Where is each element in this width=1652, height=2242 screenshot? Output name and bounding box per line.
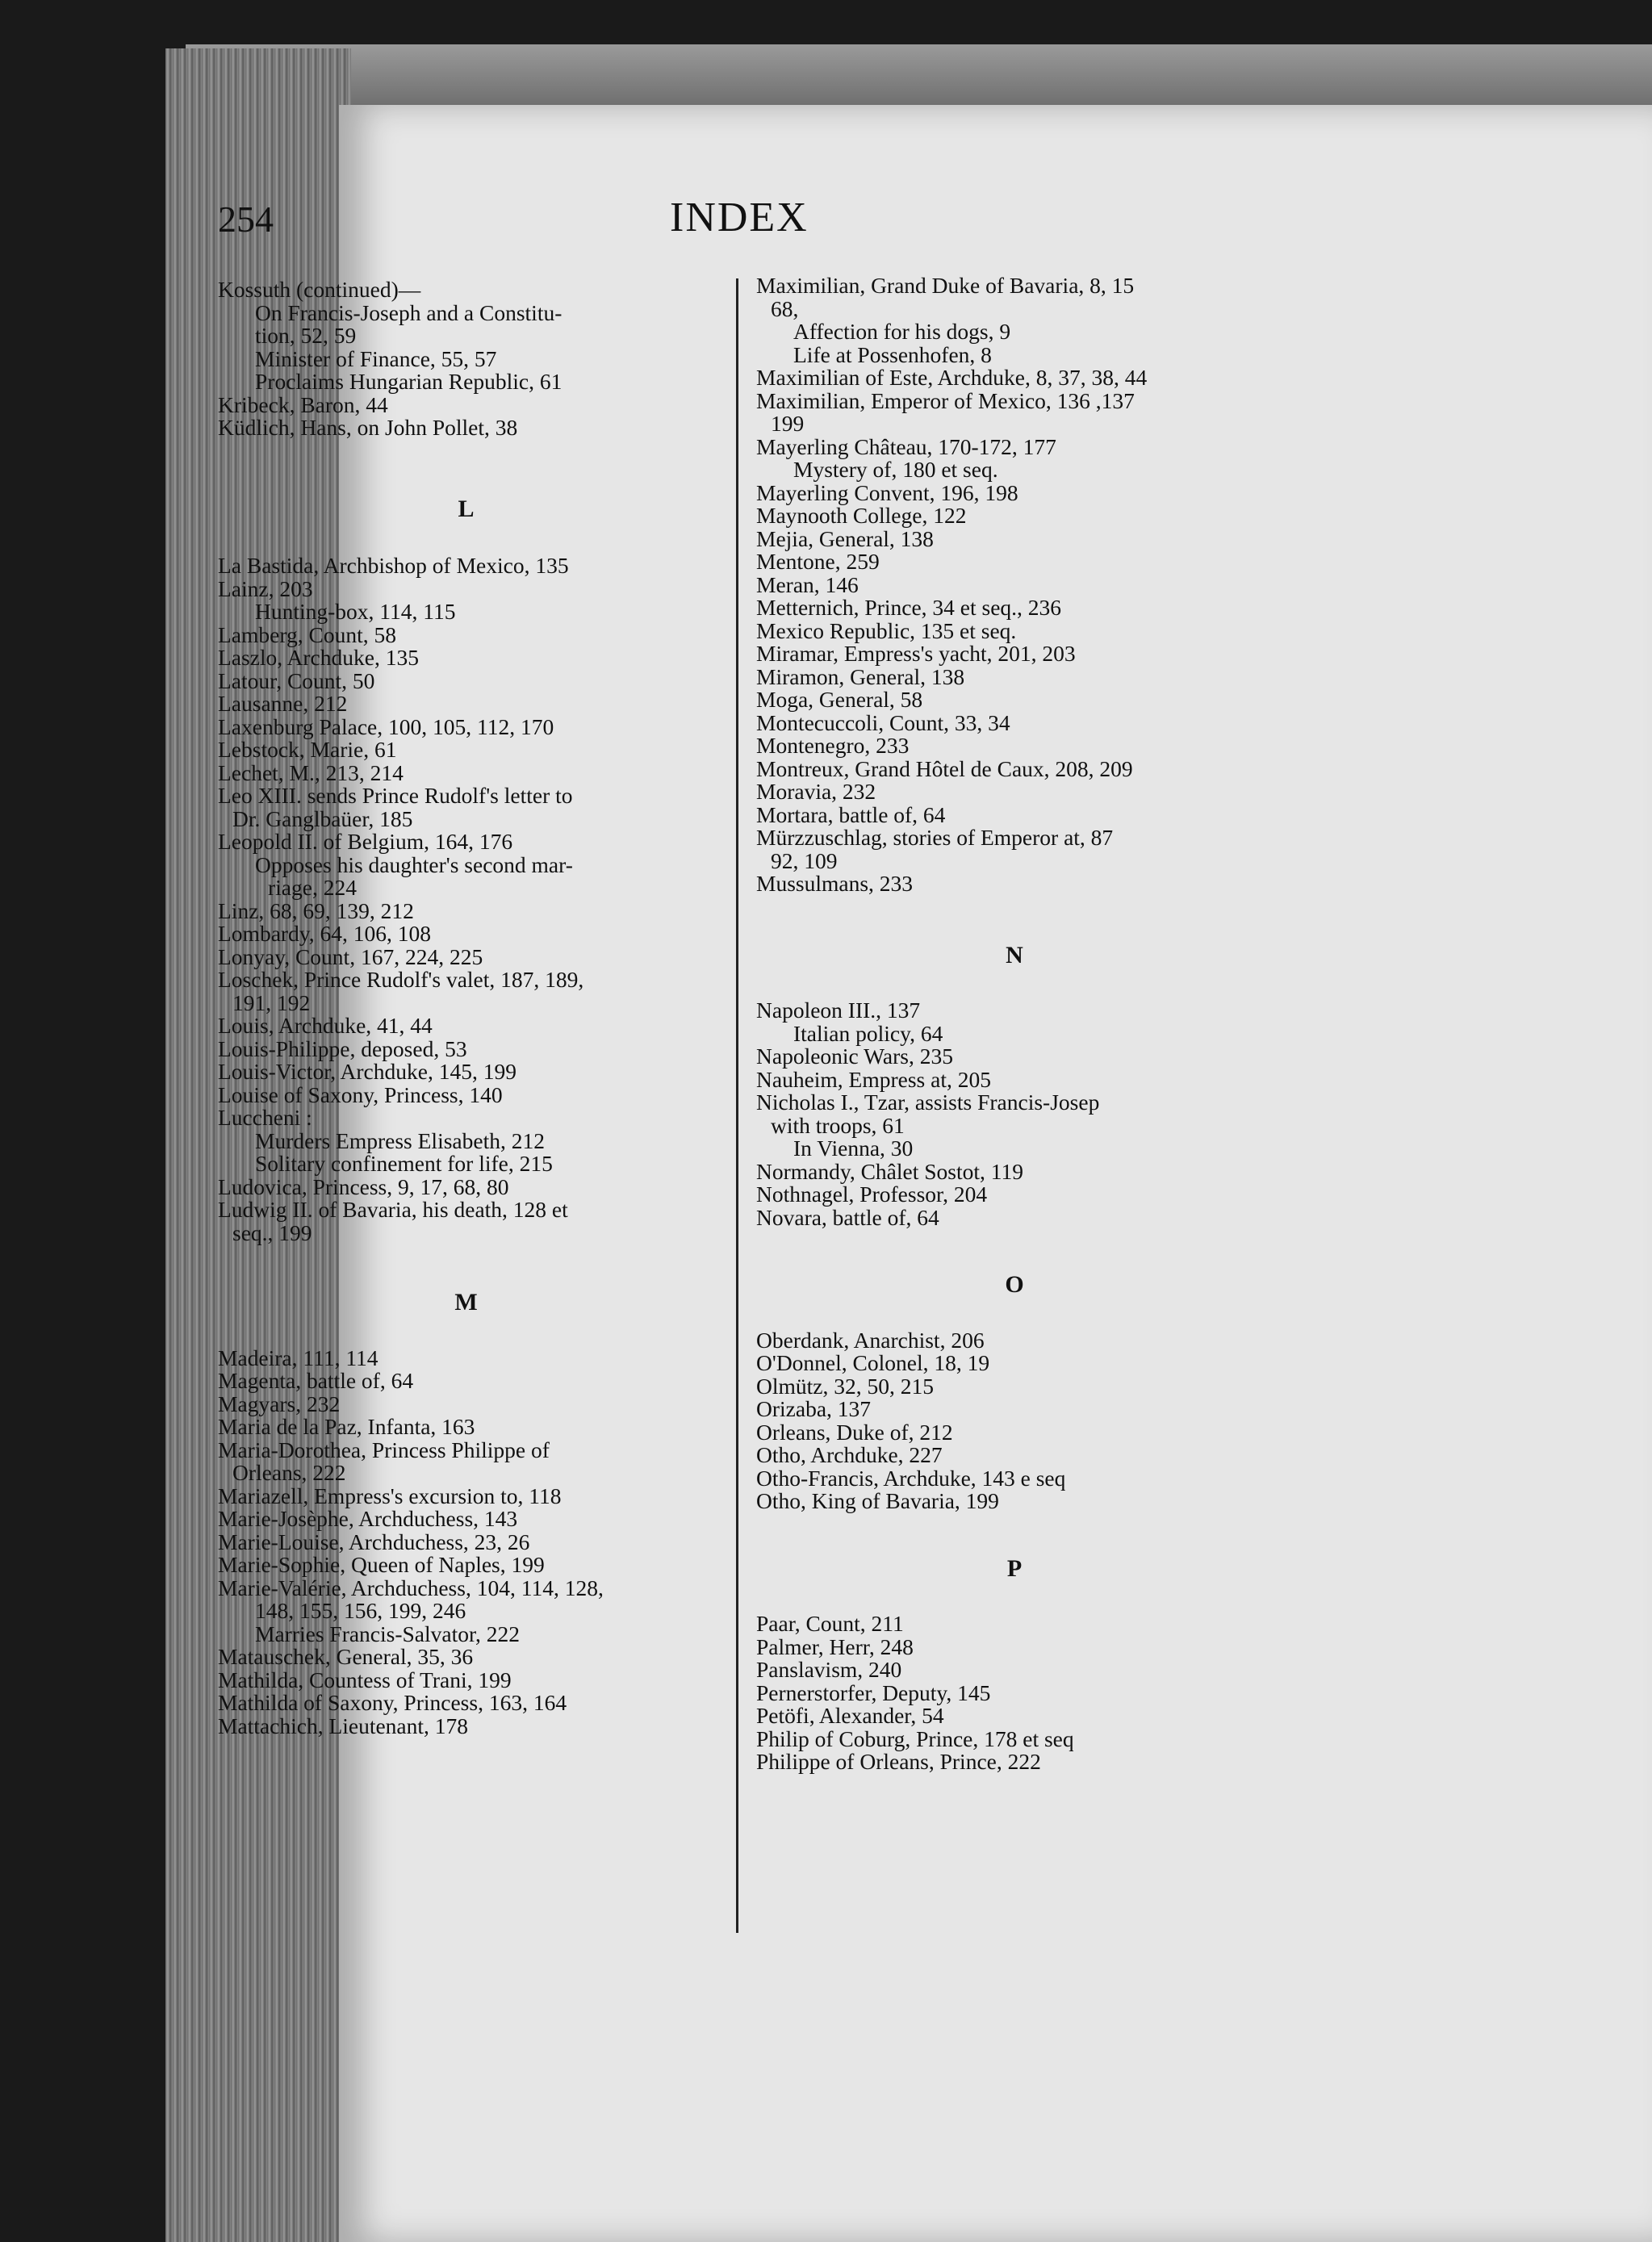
index-subentry: Murders Empress Elisabeth, 212 — [255, 1127, 545, 1153]
index-entry: Mathilda, Countess of Trani, 199 — [218, 1667, 512, 1692]
index-entry: Maximilian, Grand Duke of Bavaria, 8, 15 — [756, 273, 1135, 298]
index-entry: Mürzzuschlag, stories of Emperor at, 87 — [756, 825, 1114, 850]
index-entry-wrap: 68, — [771, 295, 799, 321]
index-entry: Laszlo, Archduke, 135 — [218, 645, 419, 670]
index-entry: Lamberg, Count, 58 — [218, 621, 396, 647]
index-entry: Matauschek, General, 35, 36 — [218, 1644, 474, 1669]
index-entry: Moga, General, 58 — [756, 687, 923, 712]
section-letter-p: P — [1006, 1554, 1023, 1582]
index-subentry: In Vienna, 30 — [793, 1136, 914, 1161]
index-entry: Philip of Coburg, Prince, 178 et seq — [756, 1725, 1074, 1751]
index-entry: Lonyay, Count, 167, 224, 225 — [218, 943, 483, 969]
index-entry: Nothnagel, Professor, 204 — [756, 1182, 988, 1207]
section-letter-o: O — [1005, 1271, 1024, 1298]
index-entry: Lausanne, 212 — [218, 691, 348, 716]
index-subentry-wrap: riage, 224 — [268, 875, 357, 900]
index-entry: Mariazell, Empress's excursion to, 118 — [218, 1483, 562, 1508]
page-number: 254 — [218, 199, 274, 240]
index-entry: Nauheim, Empress at, 205 — [756, 1066, 991, 1092]
index-entry: Magyars, 232 — [218, 1391, 341, 1416]
index-entry: Metternich, Prince, 34 et seq., 236 — [756, 595, 1062, 620]
index-entry: Louis-Philippe, deposed, 53 — [218, 1035, 467, 1061]
index-entry: Ludwig II. of Bavaria, his death, 128 et — [218, 1197, 568, 1222]
index-entry: Napoleonic Wars, 235 — [756, 1044, 953, 1069]
index-entry: Maynooth College, 122 — [756, 503, 967, 528]
index-entry: Miramar, Empress's yacht, 201, 203 — [756, 641, 1076, 666]
section-letter-m: M — [454, 1289, 478, 1316]
index-entry: Louis, Archduke, 41, 44 — [218, 1013, 433, 1038]
index-entry: Otho, King of Bavaria, 199 — [756, 1488, 999, 1513]
index-entry: Mentone, 259 — [756, 549, 880, 574]
index-entry: Lombardy, 64, 106, 108 — [218, 921, 432, 946]
column-divider — [736, 278, 738, 1933]
index-entry: La Bastida, Archbishop of Mexico, 135 — [218, 553, 569, 578]
index-entry: Ludovica, Princess, 9, 17, 68, 80 — [218, 1173, 509, 1199]
index-subentry: Mystery of, 180 et seq. — [793, 457, 998, 482]
index-entry: Magenta, battle of, 64 — [218, 1368, 414, 1393]
index-entry: Marie-Josèphe, Archduchess, 143 — [218, 1506, 518, 1531]
index-entry: Louise of Saxony, Princess, 140 — [218, 1081, 503, 1107]
index-subentry: Life at Possenhofen, 8 — [793, 341, 992, 367]
index-subentry: Hunting-box, 114, 115 — [255, 599, 456, 624]
index-subentry: Solitary confinement for life, 215 — [255, 1151, 553, 1176]
index-entry: Olmütz, 32, 50, 215 — [756, 1373, 934, 1399]
index-entry: Mattachich, Lieutenant, 178 — [218, 1713, 469, 1738]
index-subentry: Italian policy, 64 — [793, 1020, 943, 1046]
index-entry: Marie-Valérie, Archduchess, 104, 114, 128, — [218, 1575, 604, 1600]
index-entry: Mayerling Convent, 196, 198 — [756, 479, 1018, 505]
page-heading: INDEX — [670, 195, 809, 241]
index-entry: Palmer, Herr, 248 — [756, 1633, 914, 1659]
index-entry: Napoleon III., 137 — [756, 998, 921, 1023]
index-entry: Marie-Sophie, Queen of Naples, 199 — [218, 1552, 545, 1577]
index-entry: Petöfi, Alexander, 54 — [756, 1703, 944, 1728]
index-entry: Mortara, battle of, 64 — [756, 801, 946, 827]
index-entry: Lebstock, Marie, 61 — [218, 737, 397, 762]
index-entry: Paar, Count, 211 — [756, 1611, 904, 1636]
index-entry: Otho-Francis, Archduke, 143 e seq — [756, 1465, 1066, 1491]
index-entry: Montecuccoli, Count, 33, 34 — [756, 709, 1010, 735]
index-subentry: Opposes his daughter's second mar- — [255, 851, 573, 877]
section-letter-n: N — [1006, 941, 1023, 968]
index-entry: Linz, 68, 69, 139, 212 — [218, 897, 414, 923]
index-entry: Marie-Louise, Archduchess, 23, 26 — [218, 1529, 530, 1554]
section-letter-l: L — [458, 495, 475, 522]
index-entry-wrap: 199 — [771, 411, 805, 436]
index-entry-wrap: with troops, 61 — [771, 1112, 905, 1138]
index-entry: Mayerling Château, 170-172, 177 — [756, 433, 1056, 459]
index-entry: Mussulmans, 233 — [756, 871, 914, 896]
index-entry: Kribeck, Baron, 44 — [218, 391, 388, 417]
index-entry-wrap: 92, 109 — [771, 847, 838, 873]
index-column-left — [218, 278, 714, 1738]
index-entry: Orizaba, 137 — [756, 1396, 872, 1421]
index-entry: Mathilda of Saxony, Princess, 163, 164 — [218, 1690, 567, 1715]
index-entry: Moravia, 232 — [756, 779, 876, 804]
index-entry: Louis-Victor, Archduke, 145, 199 — [218, 1059, 517, 1084]
index-subentry: Marries Francis-Salvator, 222 — [255, 1621, 521, 1646]
index-entry-wrap: 191, 192 — [232, 989, 311, 1015]
index-entry: Kossuth (continued)— — [218, 277, 421, 302]
index-column-right — [756, 274, 1273, 1774]
index-entry: Latour, Count, 50 — [218, 667, 375, 693]
index-entry: Panslavism, 240 — [756, 1657, 902, 1682]
index-entry-wrap: seq., 199 — [232, 1219, 312, 1245]
index-entry: O'Donnel, Colonel, 18, 19 — [756, 1350, 990, 1375]
index-entry: Lechet, M., 213, 214 — [218, 759, 404, 785]
index-entry: Nicholas I., Tzar, assists Francis-Josep — [756, 1090, 1100, 1115]
index-entry: Oberdank, Anarchist, 206 — [756, 1327, 985, 1353]
index-entry: Miramon, General, 138 — [756, 663, 965, 689]
index-entry: Madeira, 111, 114 — [218, 1345, 378, 1370]
index-entry: Küdlich, Hans, on John Pollet, 38 — [218, 415, 518, 440]
index-entry-wrap: Dr. Ganglbaüer, 185 — [232, 805, 413, 831]
index-subentry: Affection for his dogs, 9 — [793, 319, 1011, 344]
index-entry-wrap: 148, 155, 156, 199, 246 — [255, 1598, 466, 1623]
index-entry: Philippe of Orleans, Prince, 222 — [756, 1749, 1041, 1774]
index-subentry-wrap: tion, 52, 59 — [255, 323, 357, 348]
index-entry-wrap: Orleans, 222 — [232, 1460, 346, 1485]
index-entry: Pernerstorfer, Deputy, 145 — [756, 1679, 991, 1705]
index-entry: Meran, 146 — [756, 571, 859, 597]
book-top-edge — [186, 44, 1652, 109]
index-entry: Novara, battle of, 64 — [756, 1204, 939, 1230]
index-entry: Loschek, Prince Rudolf's valet, 187, 189, — [218, 967, 584, 992]
index-entry: Luccheni : — [218, 1105, 312, 1130]
index-entry: Maximilian, Emperor of Mexico, 136 ,137 — [756, 387, 1135, 413]
index-entry: Leopold II. of Belgium, 164, 176 — [218, 829, 513, 854]
index-entry: Laxenburg Palace, 100, 105, 112, 170 — [218, 713, 554, 739]
index-entry: Lainz, 203 — [218, 575, 313, 601]
index-subentry: On Francis-Joseph and a Constitu- — [255, 299, 563, 325]
index-entry: Mejia, General, 138 — [756, 525, 934, 551]
index-subentry: Minister of Finance, 55, 57 — [255, 345, 497, 371]
index-entry: Mexico Republic, 135 et seq. — [756, 617, 1017, 643]
index-entry: Maria-Dorothea, Princess Philippe of — [218, 1437, 550, 1462]
index-entry: Montreux, Grand Hôtel de Caux, 208, 209 — [756, 755, 1133, 781]
index-entry: Montenegro, 233 — [756, 733, 910, 758]
index-entry: Otho, Archduke, 227 — [756, 1442, 943, 1467]
index-entry: Orleans, Duke of, 212 — [756, 1419, 953, 1445]
index-entry: Leo XIII. sends Prince Rudolf's letter to — [218, 783, 573, 808]
index-entry: Normandy, Châlet Sostot, 119 — [756, 1158, 1023, 1184]
index-entry: Maximilian of Este, Archduke, 8, 37, 38, 44 — [756, 365, 1148, 390]
index-subentry: Proclaims Hungarian Republic, 61 — [255, 369, 563, 394]
index-entry: Maria de la Paz, Infanta, 163 — [218, 1414, 475, 1439]
